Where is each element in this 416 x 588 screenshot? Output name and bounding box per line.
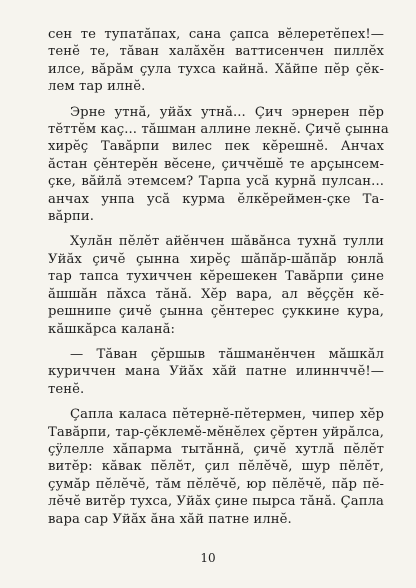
text-line: ăстан çĕнтерĕн вĕсене, çиччĕшĕ те арçынсем-: [48, 156, 384, 172]
text-line: ăшшăн пăхса тăнă. Хĕр вара, ал вĕççĕн кĕ-: [48, 286, 384, 302]
paragraph: [48, 233, 384, 337]
text-line: тенĕ.: [48, 381, 85, 397]
text-line: тĕттĕм каç... тăшман аллине лекнĕ. Çичĕ çынна: [48, 122, 389, 138]
text-line: — Тăван çĕршыв тăшманĕнчен мăшкăл: [70, 346, 384, 362]
text-line: Тавăрпи, тар-çĕклемĕ-мĕнĕлех çĕртен уйрăлса,: [48, 424, 384, 440]
text-line: хирĕç Тавăрпи вилес пек кĕрешнĕ. Анчах: [48, 139, 384, 155]
text-line: Хулăн пĕлĕт айĕнчен шăвăнса тухнă тулли: [70, 234, 384, 250]
text-line: тар тапса тухиччен кĕрешекен Тавăрпи çине: [48, 269, 384, 285]
paragraph: [48, 346, 384, 398]
paragraph: [48, 406, 384, 528]
text-line: сен те тупатăпах, сана çапса вĕлеретĕпех!—: [48, 27, 384, 42]
text-line: лем тар илнĕ.: [48, 79, 146, 95]
text-line: çке, вăйлă этемсем? Тарпа усă курнă пулсан...: [48, 174, 384, 190]
text-line: кăшкăрса каланă:: [48, 321, 176, 337]
text-line: лĕчĕ витĕр тухса, Уйăх çине пырса тăнă. Çапла: [48, 494, 384, 510]
text-line: куриччен мана Уйăх хăй патне илиннччĕ!—: [48, 364, 384, 380]
text-line: Çапла каласа пĕтернĕ-пĕтермен, чипер хĕр: [70, 407, 384, 423]
text-line: решнипе çичĕ çынна çĕнтерес çуккине кура,: [48, 304, 384, 320]
text-line: илсе, вăрăм çула тухса кайнă. Хăйпе пĕр çĕк-: [48, 61, 384, 77]
paragraph: [48, 26, 384, 96]
paragraph: [48, 104, 389, 226]
text-line: çÿлелле хăпарма тытăннă, çичĕ хутлă пĕлĕт: [48, 441, 384, 457]
text-line: анчах унпа усă курма ĕлкĕреймен-çке Та-: [48, 191, 384, 207]
body-text: [48, 26, 389, 536]
text-line: çумăр пĕлĕчĕ, тăм пĕлĕчĕ, юр пĕлĕчĕ, пăр пĕ-: [48, 476, 384, 492]
text-line: Уйăх çичĕ çынна хирĕç шăпăр-шăпăр юнлă: [48, 251, 384, 267]
text-line: вара сар Уйăх ăна хăй патне илнĕ.: [48, 511, 292, 527]
page-number: 10: [200, 551, 216, 565]
text-line: тенĕ те, тăван халăхĕн ваттисенчен пиллĕх: [48, 44, 384, 60]
text-line: Эрне утнă, уйăх утнă... Çич эрнерен пĕр: [70, 104, 384, 120]
text-line: витĕр: кăвак пĕлĕт, çил пĕлĕчĕ, шур пĕлĕт,: [48, 459, 384, 475]
text-line: вăрпи.: [48, 209, 94, 225]
